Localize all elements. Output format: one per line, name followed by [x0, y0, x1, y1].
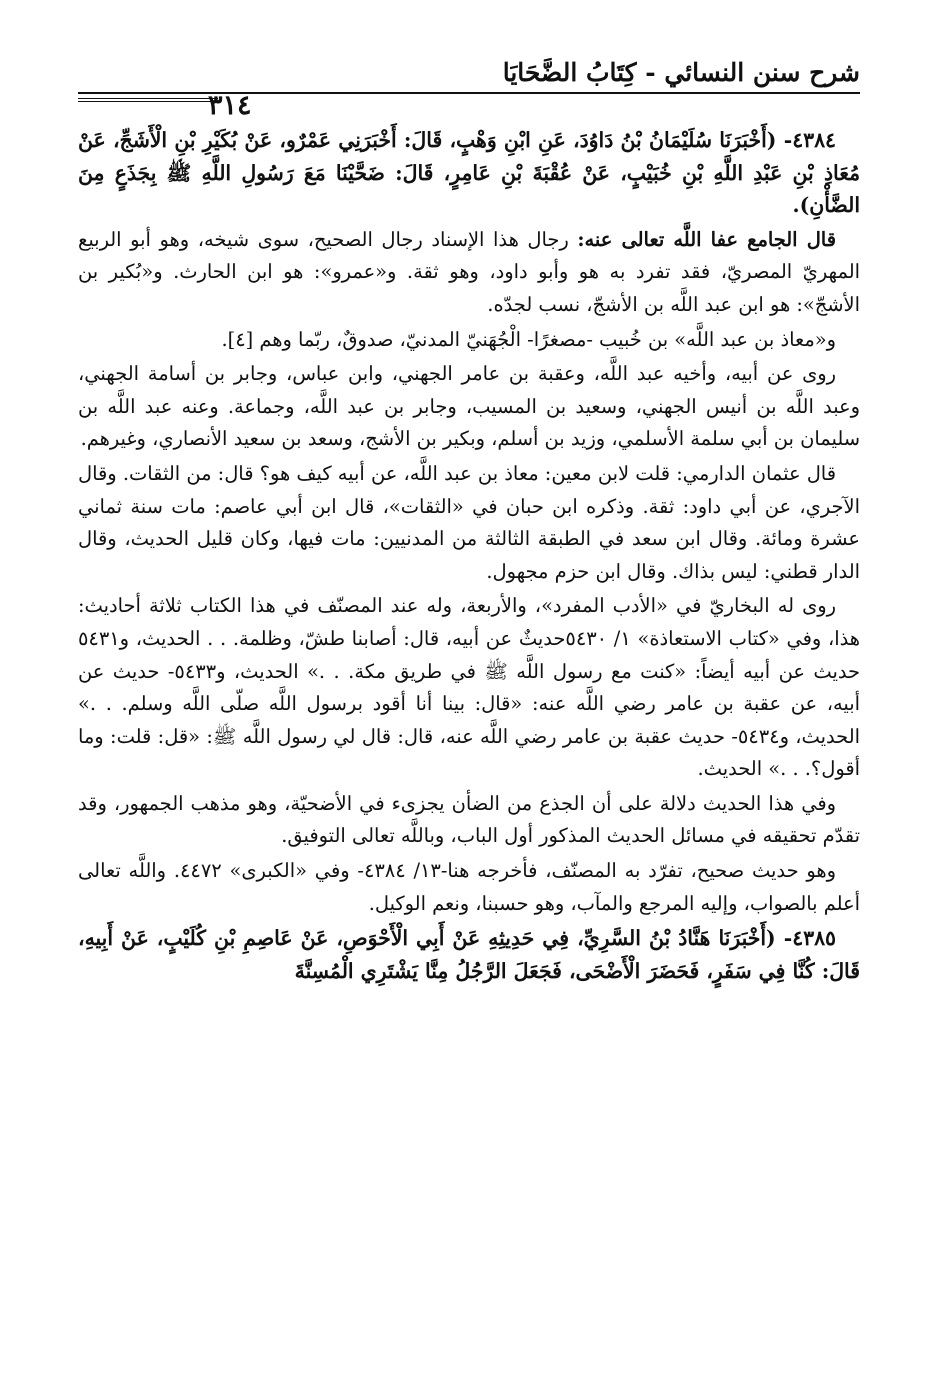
- header-double-rule: [78, 98, 218, 106]
- running-title: شرح سنن النسائي - كِتَابُ الضَّحَايَا: [502, 58, 860, 87]
- hadith-4384: ٤٣٨٤- (أَخْبَرَنَا سُلَيْمَانُ بْنُ دَاوُدَ، عَنِ ابْنِ وَهْبٍ، قَالَ: أَخْبَرَنِي عَمْرٌو، عَنْ بُكَيْرِ بْنِ الْأَشَجِّ، عَنْ مُعَاذِ بْنِ عَبْدِ اللَّهِ بْنِ خُبَيْبٍ، عَنْ عُقْبَةَ بْنِ عَامِرٍ، قَالَ: ضَحَّيْنَا مَعَ رَسُولِ اللَّهِ ﷺ بِجَذَعٍ مِنَ الضَّأْنِ).: [78, 128, 860, 218]
- narrator-paragraph: روى عن أبيه، وأخيه عبد اللَّه، وعقبة بن عامر الجهني، وابن عباس، وجابر بن أسامة الجهني، وعبد اللَّه بن أنيس الجهني، وسعيد بن المسيب، وجابر بن عبد اللَّه، وجماعة. وعنه عبد اللَّه بن سليمان بن أبي سلمة الأسلمي، وزيد بن أسلم، وبكير بن الأشج، وسعد بن سعيد الأنصاري، وغيرهم.: [78, 362, 860, 451]
- commentary-lead: قال الجامع عفا اللَّه تعالى عنه:: [577, 227, 836, 251]
- page-body: [78, 124, 860, 1364]
- narrator-paragraph: قال عثمان الدارمي: قلت لابن معين: معاذ بن عبد اللَّه، عن أبيه كيف هو؟ قال: من الثقات. وقال الآجري، عن أبي داود: ثقة. وذكره ابن حبان في «الثقات»، قال ابن أبي عاصم: مات سنة ثماني عشرة ومائة. وقال ابن سعد في الطبقة الثالثة من المدنيين: مات فيها، وكان قليل الحديث، وقال الدار قطني: ليس بذاك. وقال ابن حزم مجهول.: [78, 461, 860, 583]
- commentary-paragraph: [78, 224, 860, 322]
- commentary-paragraph: وفي هذا الحديث دلالة على أن الجذع من الضأن يجزىء في الأضحيّة، وهو مذهب الجمهور، وقد تقدّم تحقيقه في مسائل الحديث المذكور أول الباب، وباللَّه تعالى التوفيق.: [78, 791, 860, 848]
- narrator-paragraph: روى له البخاريّ في «الأدب المفرد»، والأربعة، وله عند المصنّف في هذا الكتاب ثلاثة أحاديث: هذا، وفي «كتاب الاستعاذة» ١/ ٥٤٣٠حديثٌ عن أبيه، قال: أصابنا طشّ، وظلمة. . . الحديث، و٥٤٣١ حديث عن أبيه أيضاً: «كنت مع رسول اللَّه ﷺ في طريق مكة. . .» الحديث، و٥٤٣٣- حديث عن أبيه، عن عقبة بن عامر رضي اللَّه عنه: «قال: بينا أنا أقود برسول اللَّه صلّى اللَّه وسلم. . .» الحديث، و٥٤٣٤- حديث عقبة بن عامر رضي اللَّه عنه، قال: قال لي رسول اللَّه ﷺ: «قل: قلت: وما أقول؟. . .» الحديث.: [78, 594, 861, 781]
- narrator-paragraph: و«معاذ بن عبد اللَّه» بن خُبيب -مصغرًا- الْجُهَنيّ المدنيّ، صدوقٌ، ربّما وهم [٤].: [221, 327, 836, 351]
- header-rule: [78, 92, 860, 94]
- commentary-text: رجال هذا الإسناد رجال الصحيح، سوى شيخه، وهو أبو الربيع المهريّ المصريّ، فقد تفرد به هو وأبو داود، وهو ثقة. و«عمرو»: هو ابن الحارث. و«بُكير بن الأشجّ»: هو ابن عبد اللَّه بن الأشجّ، نسب لجدّه.: [78, 227, 860, 316]
- page-number: ٣١٤: [208, 90, 252, 121]
- commentary-paragraph: وهو حديث صحيح، تفرّد به المصنّف، فأخرجه هنا-١٣/ ٤٣٨٤- وفي «الكبرى» ٤٤٧٢. واللَّه تعالى أعلم بالصواب، وإليه المرجع والمآب، وهو حسبنا، ونعم الوكيل.: [78, 859, 860, 915]
- hadith-4385: ٤٣٨٥- (أَخْبَرَنَا هَنَّادُ بْنُ السَّرِيِّ، فِي حَدِيثِهِ عَنْ أَبِي الْأَحْوَصِ، عَنْ عَاصِمِ بْنِ كُلَيْبٍ، عَنْ أَبِيهِ، قَالَ: كُنَّا فِي سَفَرٍ، فَحَضَرَ الْأَضْحَى، فَجَعَلَ الرَّجُلُ مِنَّا يَشْتَرِي الْمُسِنَّةَ: [78, 926, 860, 983]
- page-header: [78, 58, 860, 121]
